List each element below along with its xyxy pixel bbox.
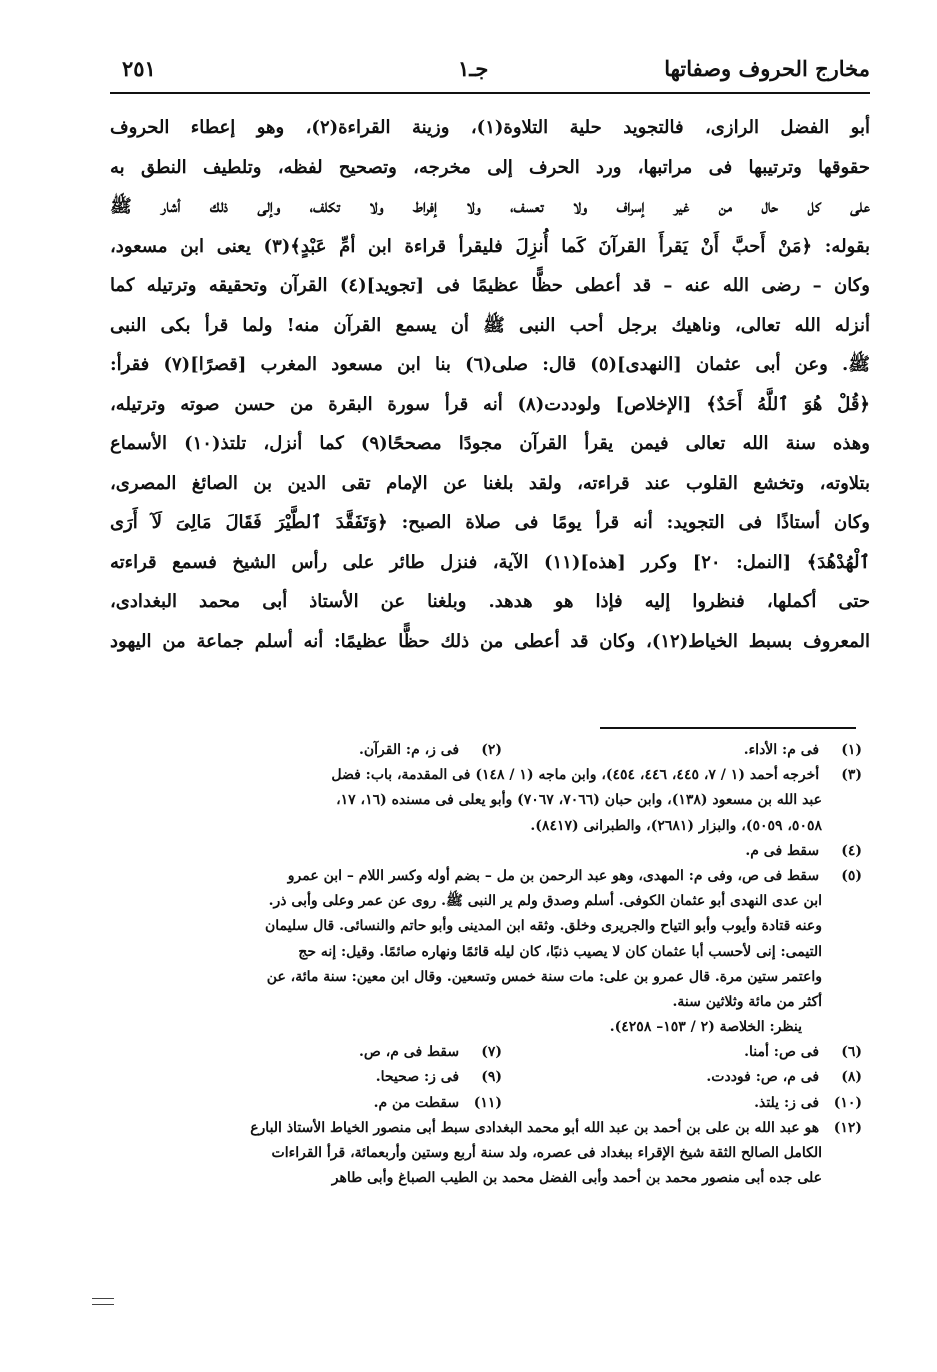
footnote-text: فى ز: يلتذ. bbox=[754, 1094, 820, 1111]
volume-label: جـ١ bbox=[458, 56, 489, 81]
footnote-text: ينظر: الخلاصة (٢ / ١٥٣– ٤٢٥٨). bbox=[609, 1019, 802, 1036]
footnote-text: فى ص: أمنا. bbox=[744, 1044, 820, 1061]
footnote-3 bbox=[106, 763, 862, 788]
footnote-5 bbox=[106, 864, 862, 889]
footnote-number: (٨) bbox=[841, 1069, 862, 1086]
text-line: ﴿قُلْ هُوَ ٱللَّهُ أَحَدٌ﴾ [الإخلاص] ولوددت(٨) أنه قرأ سورة البقرة من حسن صوته وترتيله، bbox=[110, 393, 870, 415]
footnote-number: (١٢) bbox=[833, 1119, 862, 1136]
footnote-7 bbox=[202, 1040, 502, 1065]
footnote-number: (٦) bbox=[841, 1044, 862, 1061]
footnote-number: (٥) bbox=[841, 867, 862, 884]
text-line: ٱلْهُدْهُدَ﴾ [النمل: ٢٠] وكرر [هذه](١١) الآية، فنزل طائر على رأس الشيخ فسمع قراءته bbox=[110, 551, 870, 573]
text-line: حتى أكملها، فنظروا إليه فإذا هو هدهد. وبلغنا عن الأستاذ أبى محمد البغدادى، bbox=[110, 591, 870, 612]
footnote-text: أخرجه أحمد (١ / ٧، ٤٤٥، ٤٤٦، ٤٥٤)، وابن ماجه (١ / ١٤٨) فى المقدمة، باب: فضل bbox=[331, 767, 820, 784]
footnote-4 bbox=[106, 839, 862, 864]
footnote-text: فى ز، م: القرآن. bbox=[359, 742, 460, 758]
margin-mark bbox=[92, 1298, 114, 1305]
footnote-number: (٣) bbox=[841, 767, 862, 784]
footnote-number: (٩) bbox=[481, 1069, 502, 1086]
footnote-text: واعتمر ستين مرة. قال عمرو بن على: مات سنة خمس وتسعين. وقال ابن معين: سنة مائة، عن bbox=[266, 968, 822, 985]
footnote-12 bbox=[106, 1116, 862, 1141]
text-line: بتلاوته، وتخشع القلوب عند قراءته، ولقد بلغنا عن الإمام تقى الدين بن الصائغ المصرى، bbox=[110, 472, 870, 494]
footnote-row bbox=[106, 1091, 862, 1116]
footnote-8 bbox=[502, 1065, 862, 1090]
footnote-number: (١٠) bbox=[833, 1094, 862, 1111]
footnote-1 bbox=[502, 738, 862, 763]
text-line: ﷺ. وعن أبى عثمان [النهدى](٥) قال: صلى(٦) بنا ابن مسعود المغرب [قصرًا](٧) فقرأ: bbox=[110, 354, 870, 375]
footnote-number: (٢) bbox=[481, 742, 502, 758]
footnote-text: سقط فى ص، وفى م: المهدى، وهو عبد الرحمن بن مل – بضم أوله وكسر اللام – ابن عمرو bbox=[287, 867, 820, 884]
footnote-text: ٥٠٥٨، ٥٠٥٩)، والبزار (٢٦٨١)، والطبرانى (٨٤١٧). bbox=[530, 817, 822, 834]
footnote-number: (٤) bbox=[841, 842, 862, 859]
footnote-text: سقطت من م. bbox=[373, 1094, 460, 1111]
footnote-text: فى ز: صحيحا. bbox=[375, 1069, 460, 1086]
footnote-text: التيمى: إنى لأحسب أبا عثمان كان لا يصيب ذنبًا، كان ليله قائمًا ونهاره صائمًا. وقيل: إنه حج bbox=[298, 943, 822, 960]
text-line: وهذه سنة الله تعالى فيمن يقرأ القرآن مجودًا مصححًا(٩) كما أنزل، تلتذ(١٠) الأسماع bbox=[110, 433, 870, 454]
footnotes bbox=[106, 738, 862, 1191]
text-line: أبو الفضل الرازى، فالتجويد حلية التلاوة(١)، وزينة القراءة(٢)، وهو إعطاء الحروف bbox=[110, 117, 870, 138]
footnote-text: فى م، ص: فوددت. bbox=[706, 1069, 820, 1086]
footnote-6 bbox=[502, 1040, 862, 1065]
footnote-number: (١١) bbox=[473, 1094, 502, 1111]
footnote-row bbox=[106, 738, 862, 763]
footnote-separator bbox=[600, 727, 856, 729]
footnote-text: فى م: الأداء. bbox=[743, 742, 820, 758]
footnote-text: وعنه قتادة وأيوب وأبو التياح والجريرى وخلق. وثقه ابن المدينى وأبو حاتم والنسائى. قال سليمان bbox=[264, 918, 822, 935]
page-number: ٢٥١ bbox=[122, 56, 156, 81]
footnote-text: على جده أبى منصور محمد بن أحمد وأبى الفضل محمد بن الطيب الصباغ وأبى طاهر bbox=[331, 1170, 822, 1187]
footnote-text: هو عبد الله بن على بن أحمد بن عبد الله أبو محمد البغدادى سبط أبى منصور الخياط الأستاذ البارع bbox=[250, 1119, 820, 1136]
text-line: وكان – رضى الله عنه – قد أعطى حظًّا عظيمًا فى [تجويد](٤) القرآن وتحقيقه وترتيله كما bbox=[110, 275, 870, 296]
text-line: أنزله الله تعالى، وناهيك برجل أحب النبى ﷺ أن يسمع القرآن منه! ولما قرأ بكى النبى bbox=[110, 314, 870, 336]
footnote-11 bbox=[202, 1091, 502, 1116]
page-header bbox=[110, 50, 870, 90]
footnote-number: (١) bbox=[841, 742, 862, 758]
footnote-row bbox=[106, 1040, 862, 1065]
text-line: على كل حال من غير إسراف ولا تعسف، ولا إفراط ولا تكلف، وإلى ذلك أشار ﷺ bbox=[110, 196, 870, 217]
header-rule bbox=[110, 92, 870, 94]
footnote-text: سقط فى م. bbox=[745, 842, 820, 859]
text-line: وكان أستاذًا فى التجويد: أنه قرأ يومًا فى صلاة الصبح: ﴿وَتَفَقَّدَ ٱلطَّيْرَ فَقَالَ مَالِىَ لَآ أَرَى bbox=[110, 512, 870, 533]
running-title: مخارج الحروف وصفاتها bbox=[664, 56, 870, 81]
text-line: بقوله: ﴿مَنْ أَحبَّ أَنْ يَقرأَ القرآنَ كَما أُنزِلَ فليقرأ قراءة ابن أمِّ عَبْدٍ﴾(٣) يعنى ابن مسعود، bbox=[110, 235, 870, 257]
footnote-text: عبد الله بن مسعود (١٣٨)، وابن حبان (٧٠٦٦، ٧٠٦٧) وأبو يعلى فى مسنده (١٦، ١٧، bbox=[336, 792, 822, 809]
footnote-10 bbox=[502, 1091, 862, 1116]
footnote-text: سقط فى م، ص. bbox=[359, 1044, 460, 1061]
footnote-text: الكامل الصالح الثقة شيخ الإقراء ببغداد فى عصره، ولد سنة أربع وستين وأربعمائة، قرأ القراءات bbox=[271, 1145, 822, 1161]
footnote-text: أكثر من مائة وثلاثين سنة. bbox=[672, 993, 822, 1010]
main-text bbox=[110, 108, 870, 661]
footnote-2 bbox=[202, 738, 502, 763]
text-line: المعروف بسبط الخياط(١٢)، وكان قد أعطى من ذلك حظًّا عظيمًا: أنه أسلم جماعة من اليهود bbox=[110, 630, 870, 652]
text-line: حقوقها وترتيبها فى مراتبها، ورد الحرف إلى مخرجه، وتصحيح لفظه، وتلطيف النطق به bbox=[110, 156, 870, 178]
footnote-text: ابن عدى النهدى أبو عثمان الكوفى. أسلم وصدق ولم ير النبى ﷺ. روى عن عمر وعلى وأبى ذر. bbox=[268, 893, 822, 910]
footnote-number: (٧) bbox=[481, 1044, 502, 1061]
footnote-row bbox=[106, 1065, 862, 1090]
footnote-9 bbox=[202, 1065, 502, 1090]
